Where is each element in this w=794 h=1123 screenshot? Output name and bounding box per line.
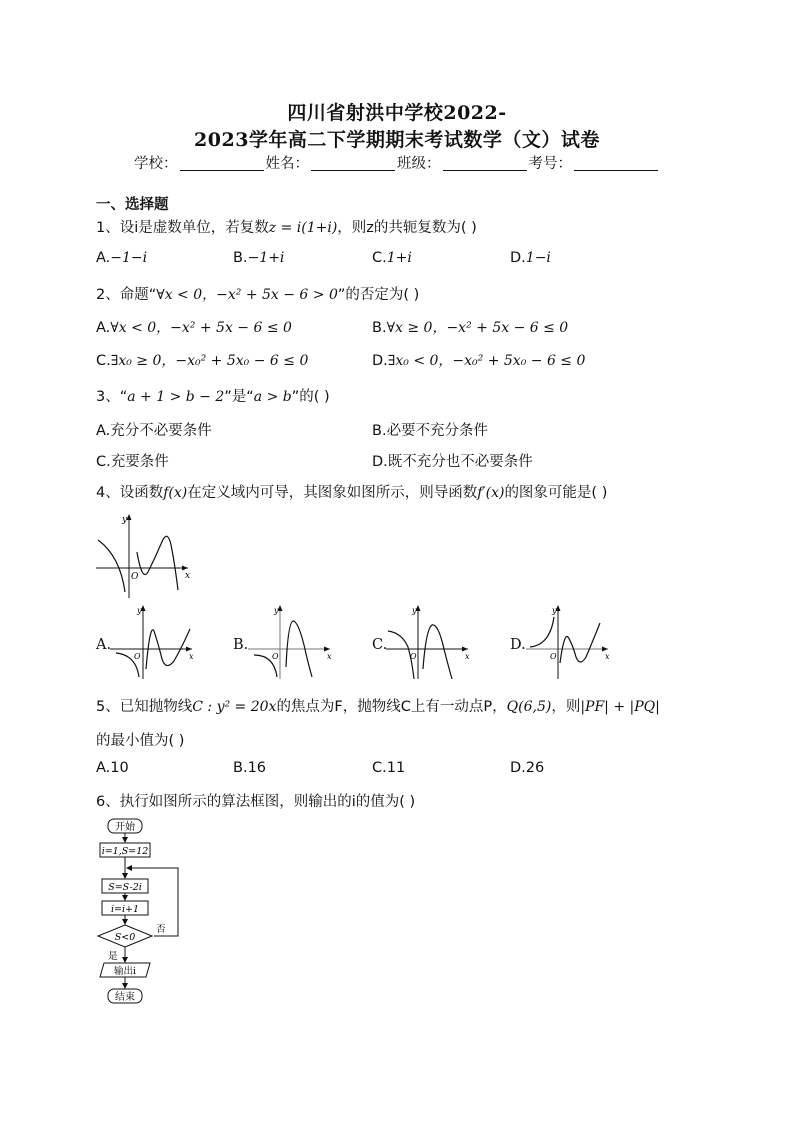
y-axis-label: y	[122, 515, 128, 525]
school-label: 学校：	[134, 156, 178, 172]
svg-text:O: O	[272, 652, 279, 661]
q3-option-b[interactable]	[372, 419, 488, 440]
question-text: 已知抛物线	[119, 699, 193, 715]
option-value: ∀x < 0，−x² + 5x − 6 ≤ 0	[110, 320, 292, 336]
name-label: 姓名：	[265, 156, 309, 172]
question-number: 4、	[96, 485, 120, 501]
svg-text:O: O	[410, 652, 417, 661]
question-text: ，则	[551, 699, 581, 715]
option-value: ∃x₀ < 0，−x₀² + 5x₀ − 6 ≤ 0	[387, 353, 586, 369]
exam-title-line1: 四川省射洪中学校2022-	[287, 102, 507, 124]
svg-text:i=i+1: i=i+1	[110, 904, 140, 915]
svg-text:是: 是	[108, 951, 118, 962]
question-2	[96, 283, 419, 304]
svg-text:y: y	[552, 606, 557, 615]
option-label: C.	[372, 250, 387, 266]
svg-text:x: x	[605, 652, 610, 661]
question-number: 2、	[96, 287, 120, 303]
question-math: ∀x < 0，−x² + 5x − 6 > 0	[156, 287, 338, 303]
flowchart	[96, 816, 186, 1008]
svg-text:y: y	[412, 606, 417, 615]
question-math: z = i(1+i)	[268, 220, 338, 236]
q5-option-c[interactable]	[372, 760, 405, 776]
school-blank[interactable]	[180, 156, 264, 171]
option-value: 既不充分也不必要条件	[387, 454, 533, 470]
svg-text:x: x	[189, 652, 194, 661]
class-blank[interactable]	[443, 156, 527, 171]
question-text: 的图象可能是( )	[504, 485, 608, 501]
option-value: ∃x₀ ≥ 0，−x₀² + 5x₀ − 6 ≤ 0	[110, 353, 309, 369]
svg-text:S<0: S<0	[114, 932, 136, 943]
class-label: 班级：	[397, 156, 441, 172]
q4-option-a-graph[interactable]	[110, 603, 196, 679]
question-text: 在定义域内可导，其图象如图所示，则导函数	[187, 485, 478, 501]
svg-text:S=S-2i: S=S-2i	[108, 882, 142, 893]
question-6	[96, 790, 415, 811]
question-text: ”的否定为( )	[337, 287, 420, 303]
option-label: D.	[510, 760, 526, 776]
q2-option-b[interactable]	[372, 317, 568, 337]
q1-option-a[interactable]	[96, 250, 147, 266]
question-number: 6、	[96, 794, 120, 810]
svg-text:x: x	[465, 652, 470, 661]
option-value: ∀x ≥ 0，−x² + 5x − 6 ≤ 0	[386, 320, 569, 336]
section-title: 一、选择题	[96, 197, 169, 213]
svg-text:否: 否	[156, 924, 166, 935]
x-axis-label: x	[185, 571, 191, 581]
question-text: 执行如图所示的算法框图，则输出的i的值为( )	[119, 794, 416, 810]
q4-option-d-graph[interactable]	[526, 603, 612, 679]
question-math: Q(6,5)	[506, 699, 552, 715]
question-text: 设i是虚数单位，若复数	[119, 220, 269, 236]
exam-title-line2: 2023学年高二下学期期末考试数学（文）试卷	[194, 129, 600, 151]
svg-text:结束: 结束	[115, 992, 135, 1003]
svg-text:开始: 开始	[115, 822, 135, 833]
question-number: 1、	[96, 220, 120, 236]
svg-text:x: x	[327, 652, 332, 661]
svg-text:i=1,S=12: i=1,S=12	[101, 846, 149, 857]
option-value: 1−i	[525, 250, 551, 266]
option-label: C.	[96, 454, 111, 470]
option-label: B.	[372, 423, 387, 439]
question-4	[96, 481, 607, 502]
option-value: 10	[110, 760, 129, 776]
svg-text:O: O	[134, 652, 141, 661]
option-value: 必要不充分条件	[386, 423, 489, 439]
q5-option-b[interactable]	[233, 760, 266, 776]
question-text: “	[119, 389, 128, 405]
q1-option-d[interactable]	[510, 250, 551, 266]
svg-text:y: y	[137, 606, 142, 615]
q4-option-c-graph[interactable]	[386, 603, 472, 679]
option-value: 16	[247, 760, 267, 776]
option-label: D.	[372, 454, 388, 470]
option-label: A.	[96, 250, 111, 266]
option-label: A.	[96, 423, 111, 439]
question-math: |PF| + |PQ|	[580, 699, 660, 715]
option-value: 11	[386, 760, 406, 776]
fx-graph	[94, 510, 194, 600]
option-label: D.	[372, 353, 388, 369]
question-number: 5、	[96, 699, 120, 715]
question-text: 命题“	[119, 287, 157, 303]
option-label: B.	[372, 320, 387, 336]
name-blank[interactable]	[311, 156, 395, 171]
q3-option-c[interactable]	[96, 450, 169, 471]
option-value: −1+i	[247, 250, 285, 266]
q1-option-c[interactable]	[372, 250, 412, 266]
question-math: f(x)	[163, 485, 188, 501]
question-3	[96, 385, 330, 406]
question-1	[96, 216, 477, 237]
q2-option-d[interactable]	[372, 350, 585, 370]
option-label: A.	[96, 320, 111, 336]
option-label: B.	[233, 250, 248, 266]
q4-option-b-graph[interactable]	[248, 603, 334, 679]
option-label: C.	[96, 353, 111, 369]
question-text: 的焦点为F，抛物线C上有一动点P，	[276, 699, 507, 715]
option-value: −1−i	[110, 250, 148, 266]
question-math: a > b	[253, 389, 292, 405]
option-value: 26	[525, 760, 545, 776]
option-label: C.	[372, 760, 387, 776]
question-text: ”是“	[224, 389, 254, 405]
question-5-continued: 的最小值为( )	[96, 733, 185, 749]
question-text: ，则z的共轭复数为( )	[337, 220, 477, 236]
q2-option-c[interactable]	[96, 350, 308, 370]
option-value: 充要条件	[110, 454, 169, 470]
svg-text:y: y	[274, 606, 279, 615]
option-label: D.	[510, 250, 526, 266]
q4-option-b-label[interactable]: B.	[233, 637, 249, 653]
question-5	[96, 695, 660, 716]
student-info-row	[0, 152, 794, 173]
exam-number-blank[interactable]	[574, 156, 658, 171]
q3-option-a[interactable]	[96, 419, 212, 440]
option-label: B.	[233, 760, 248, 776]
question-math: f′(x)	[477, 485, 505, 501]
question-text: 设函数	[119, 485, 164, 501]
svg-text:O: O	[550, 652, 557, 661]
question-number: 3、	[96, 389, 120, 405]
question-math: C : y² = 20x	[192, 699, 277, 715]
option-value: 充分不必要条件	[110, 423, 212, 439]
q4-option-c-label[interactable]: C.	[372, 637, 388, 653]
exam-number-label: 考号：	[528, 156, 572, 172]
option-value: 1+i	[386, 250, 412, 266]
origin-label: O	[131, 572, 139, 582]
q2-option-a[interactable]	[96, 317, 292, 337]
q3-option-d[interactable]	[372, 450, 533, 471]
option-label: A.	[96, 760, 111, 776]
q1-option-b[interactable]	[233, 250, 284, 266]
q4-option-d-label[interactable]: D.	[510, 637, 526, 653]
svg-text:输出i: 输出i	[113, 966, 137, 977]
question-text: ”的( )	[291, 389, 330, 405]
question-math: a + 1 > b − 2	[127, 389, 225, 405]
q5-option-d[interactable]	[510, 760, 544, 776]
q4-option-a-label[interactable]: A.	[96, 637, 112, 653]
q5-option-a[interactable]	[96, 760, 129, 776]
